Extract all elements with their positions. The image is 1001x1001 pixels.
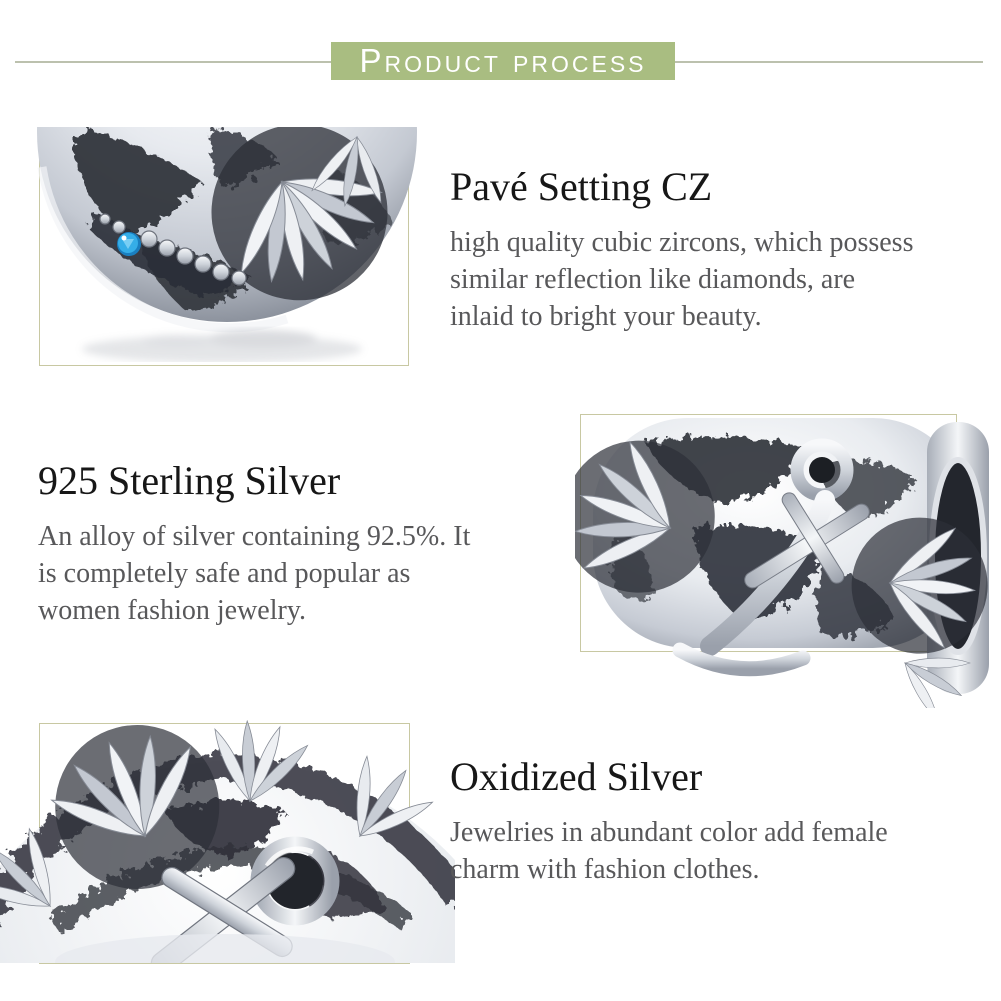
- charm-photo-sterling-silver: [575, 408, 1001, 708]
- photo-frame-pave-cz: [39, 128, 409, 366]
- photo-frame-sterling-silver: [580, 414, 957, 652]
- section-body: Jewelries in abundant color add female charm with fashion clothes.: [450, 817, 888, 885]
- charm-photo-pave-cz: [27, 127, 427, 362]
- header-left-rule: [15, 61, 331, 63]
- blue-cz-stone: [117, 232, 141, 256]
- section-heading: 925 Sterling Silver: [38, 458, 341, 503]
- section-heading: Oxidized Silver: [450, 754, 703, 799]
- photo-frame-oxidized-silver: [39, 723, 410, 964]
- section-body: An alloy of silver containing 92.5%. It is completely safe and popular as women fashion jewelry.: [38, 521, 471, 626]
- section-sterling-silver: [38, 457, 558, 629]
- charm-photo-oxidized-silver: [0, 716, 455, 963]
- page-title: Product process: [359, 42, 647, 79]
- section-body: high quality cubic zircons, which possess similar reflection like diamonds, are inlaid to bright your beauty.: [450, 227, 914, 332]
- section-pave-cz: [450, 163, 980, 335]
- section-oxidized-silver: [450, 753, 990, 888]
- header-right-rule: [675, 61, 983, 63]
- section-heading: Pavé Setting CZ: [450, 164, 713, 209]
- header-title-box: [331, 42, 675, 80]
